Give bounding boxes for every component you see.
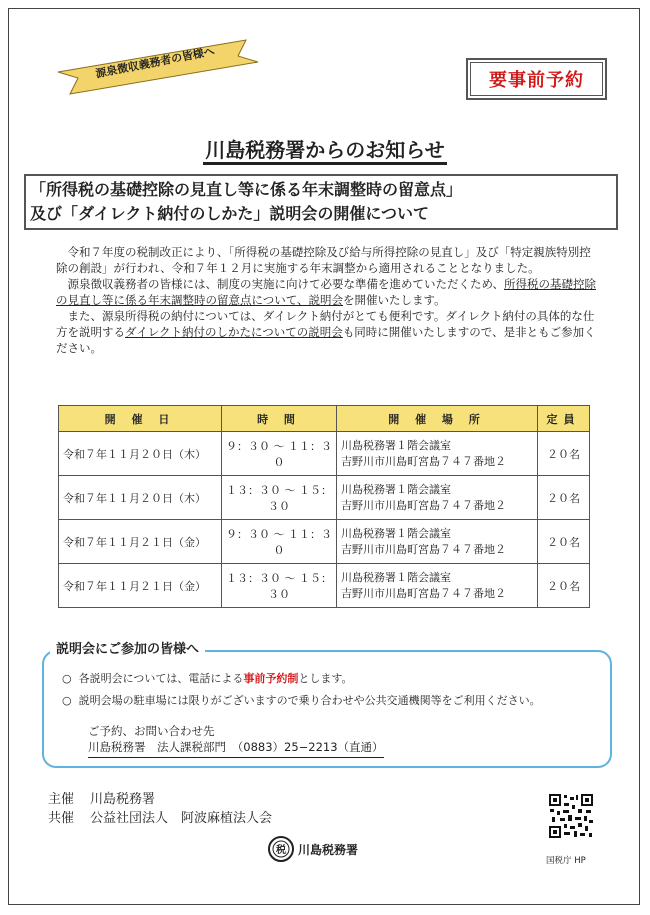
qr-code-icon[interactable] — [548, 793, 594, 839]
co-organizer: 共催 公益社団法人 阿波麻植法人会 — [48, 811, 273, 826]
contact-label: ご予約、お問い合わせ先 — [88, 724, 215, 738]
tax-office-emblem-icon — [268, 836, 294, 862]
table-row — [59, 564, 590, 608]
cell-time: １３：３０ ～ １５：３０ — [222, 476, 337, 520]
cell-date: 令和７年１１月２０日（木） — [59, 476, 222, 520]
subtitle-line-2: 及び「ダイレクト納付のしかた」説明会の開催について — [30, 204, 430, 223]
header-capacity: 定員 — [538, 406, 590, 432]
tax-office-logo — [268, 836, 358, 862]
cell-date: 令和７年１１月２０日（木） — [59, 432, 222, 476]
reservation-required-text: 事前予約制 — [243, 672, 299, 685]
cell-capacity: ２０名 — [538, 564, 590, 608]
svg-text:税: 税 — [276, 845, 286, 856]
logo-text: 川島税務署 — [298, 842, 359, 857]
qr-caption: 国税庁 HP — [546, 856, 586, 866]
badge-text: 要事前予約 — [470, 62, 603, 96]
underlined-text: ダイレクト納付のしかたについての説明会 — [125, 325, 343, 339]
subtitle-line-1: 「所得税の基礎控除の見直し等に係る年末調整時の留意点」 — [30, 180, 463, 199]
bullet-icon: ○ — [62, 672, 72, 685]
bullet-icon: ○ — [62, 694, 72, 707]
schedule-table — [58, 405, 590, 608]
ribbon-text: 源泉徴収義務者の皆様へ — [94, 44, 216, 81]
paragraph-1: 令和７年度の税制改正により、「所得税の基礎控除及び給与所得控除の見直し」及び「特定親族特別控除の創設」が行われ、令和７年１２月に実施する年末調整から適用されることとなりました。 — [56, 245, 591, 275]
page-title — [0, 134, 650, 163]
contact-info — [88, 723, 384, 758]
paragraph-3: また、源泉所得税の納付については、ダイレクト納付がとても便利です。ダイレクト納付の具体的な仕方を説明するダイレクト納付のしかたについての説明会も同時に開催いたしますので、是非ともご参加ください。 — [56, 309, 596, 355]
advance-reservation-badge — [466, 58, 607, 100]
intro-text — [56, 244, 601, 356]
table-row — [59, 432, 590, 476]
header-date: 開 催 日 — [59, 406, 222, 432]
table-row — [59, 520, 590, 564]
cell-date: 令和７年１１月２１日（金） — [59, 564, 222, 608]
cell-place: 川島税務署１階会議室 吉野川市川島町宮島７４７番地２ — [337, 520, 538, 564]
header-place: 開 催 場 所 — [337, 406, 538, 432]
cell-capacity: ２０名 — [538, 520, 590, 564]
cell-time: ９：３０ ～ １１：３０ — [222, 432, 337, 476]
cell-time: ９：３０ ～ １１：３０ — [222, 520, 337, 564]
contact-phone: 川島税務署 法人課税部門 （0883）25−2213（直通） — [88, 739, 384, 758]
notice-heading: 説明会にご参加の皆様へ — [50, 638, 205, 657]
cell-date: 令和７年１１月２１日（金） — [59, 520, 222, 564]
notice-item-2: ○ 説明会場の駐車場には限りがございますので乗り合わせや公共交通機関等をご利用ください。 — [62, 694, 541, 707]
organizer: 主催 川島税務署 — [48, 792, 156, 807]
paragraph-2: 源泉徴収義務者の皆様には、制度の実施に向けて必要な準備を進めていただくため、所得税の基礎控除の見直し等に係る年末調整時の留意点について、説明会を開催いたします。 — [56, 277, 597, 307]
cell-time: １３：３０ ～ １５：３０ — [222, 564, 337, 608]
subtitle-box — [24, 174, 618, 230]
cell-capacity: ２０名 — [538, 432, 590, 476]
table-header-row — [59, 406, 590, 432]
cell-place: 川島税務署１階会議室 吉野川市川島町宮島７４７番地２ — [337, 432, 538, 476]
cell-place: 川島税務署１階会議室 吉野川市川島町宮島７４７番地２ — [337, 564, 538, 608]
cell-place: 川島税務署１階会議室 吉野川市川島町宮島７４７番地２ — [337, 476, 538, 520]
page-title-text: 川島税務署からのお知らせ — [203, 138, 446, 165]
notice-item-1: ○ 各説明会については、電話による事前予約制とします。 — [62, 672, 353, 685]
underlined-text: 所得税の基礎控除の見直し等に係る年末調整時の留意点について、説明会 — [56, 277, 597, 307]
header-time: 時 間 — [222, 406, 337, 432]
cell-capacity: ２０名 — [538, 476, 590, 520]
sponsor-info — [48, 790, 272, 828]
table-row — [59, 476, 590, 520]
